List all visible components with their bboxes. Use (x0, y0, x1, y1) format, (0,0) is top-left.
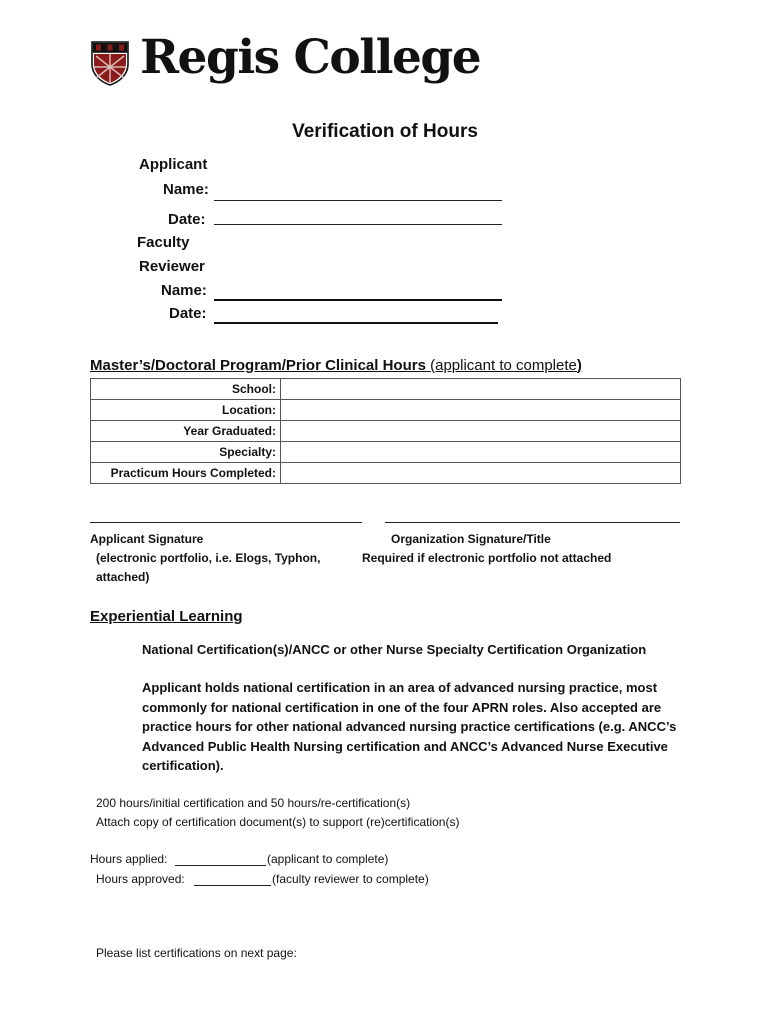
attach-note-text: Attach copy of certification document(s) to support (re)certification(s) (96, 815, 460, 829)
table-row (91, 400, 681, 421)
practicum-hours-field[interactable] (281, 463, 681, 484)
year-graduated-field[interactable] (281, 421, 681, 442)
hours-rule-text: 200 hours/initial certification and 50 hours/re-certification(s) (96, 796, 411, 810)
program-hours-table (90, 378, 681, 484)
program-section-title: Master’s/Doctoral Program/Prior Clinical Hours (90, 357, 426, 374)
program-section-note: (applicant to complete (430, 357, 577, 374)
hours-approved-label: Hours approved: (96, 872, 185, 886)
applicant-name-label: Name: (163, 181, 209, 198)
practicum-hours-label: Practicum Hours Completed: (91, 463, 281, 484)
table-row (91, 442, 681, 463)
hours-applied-label: Hours applied: (90, 852, 168, 866)
program-section-note-close: ) (576, 357, 582, 374)
hours-applied-note: (applicant to complete) (267, 852, 389, 866)
year-graduated-label: Year Graduated: (91, 421, 281, 442)
applicant-date-line[interactable] (214, 224, 502, 225)
school-label: School: (91, 379, 281, 400)
faculty-heading-line1: Faculty (137, 234, 190, 251)
table-row (91, 421, 681, 442)
applicant-signature-line[interactable] (90, 522, 362, 523)
specialty-field[interactable] (281, 442, 681, 463)
hours-applied-line[interactable] (175, 865, 266, 866)
applicant-date-label: Date: (168, 211, 206, 228)
faculty-heading-line2: Reviewer (139, 258, 205, 275)
hours-approved-note: (faculty reviewer to complete) (272, 872, 429, 886)
institution-logo-text: Regis College (140, 30, 481, 85)
applicant-heading: Applicant (139, 156, 208, 173)
organization-signature-line[interactable] (385, 522, 680, 523)
faculty-name-label: Name: (161, 282, 207, 299)
organization-signature-note: Required if electronic portfolio not attached (362, 551, 612, 565)
experiential-subheading: National Certification(s)/ANCC or other Nurse Specialty Certification Organization (142, 642, 647, 657)
school-field[interactable] (281, 379, 681, 400)
page-title: Verification of Hours (292, 121, 478, 142)
organization-signature-label: Organization Signature/Title (391, 532, 551, 546)
experiential-heading: Experiential Learning (90, 608, 243, 625)
applicant-signature-note: (electronic portfolio, i.e. Elogs, Typhon, attached) (96, 551, 321, 584)
faculty-date-line[interactable] (214, 322, 498, 324)
specialty-label: Specialty: (91, 442, 281, 463)
faculty-name-line[interactable] (214, 299, 502, 301)
location-label: Location: (91, 400, 281, 421)
footer-note: Please list certifications on next page: (96, 946, 297, 960)
faculty-date-label: Date: (169, 305, 207, 322)
hours-approved-line[interactable] (194, 885, 271, 886)
program-section-heading (90, 357, 582, 374)
applicant-name-line[interactable] (214, 200, 502, 201)
applicant-signature-label: Applicant Signature (90, 532, 204, 546)
location-field[interactable] (281, 400, 681, 421)
regis-shield-icon (90, 40, 130, 86)
table-row (91, 379, 681, 400)
experiential-paragraph: Applicant holds national certification in an area of advanced nursing practice, most commonly for national certification in one of the four APRN roles. Also accepted are practice hours for other national advanced nursing practice certifications (e.g. ANCC’s Advanced Public Health Nursing certification and ANCC’s Advanced Nurse Executive certification). (142, 680, 677, 774)
table-row (91, 463, 681, 484)
